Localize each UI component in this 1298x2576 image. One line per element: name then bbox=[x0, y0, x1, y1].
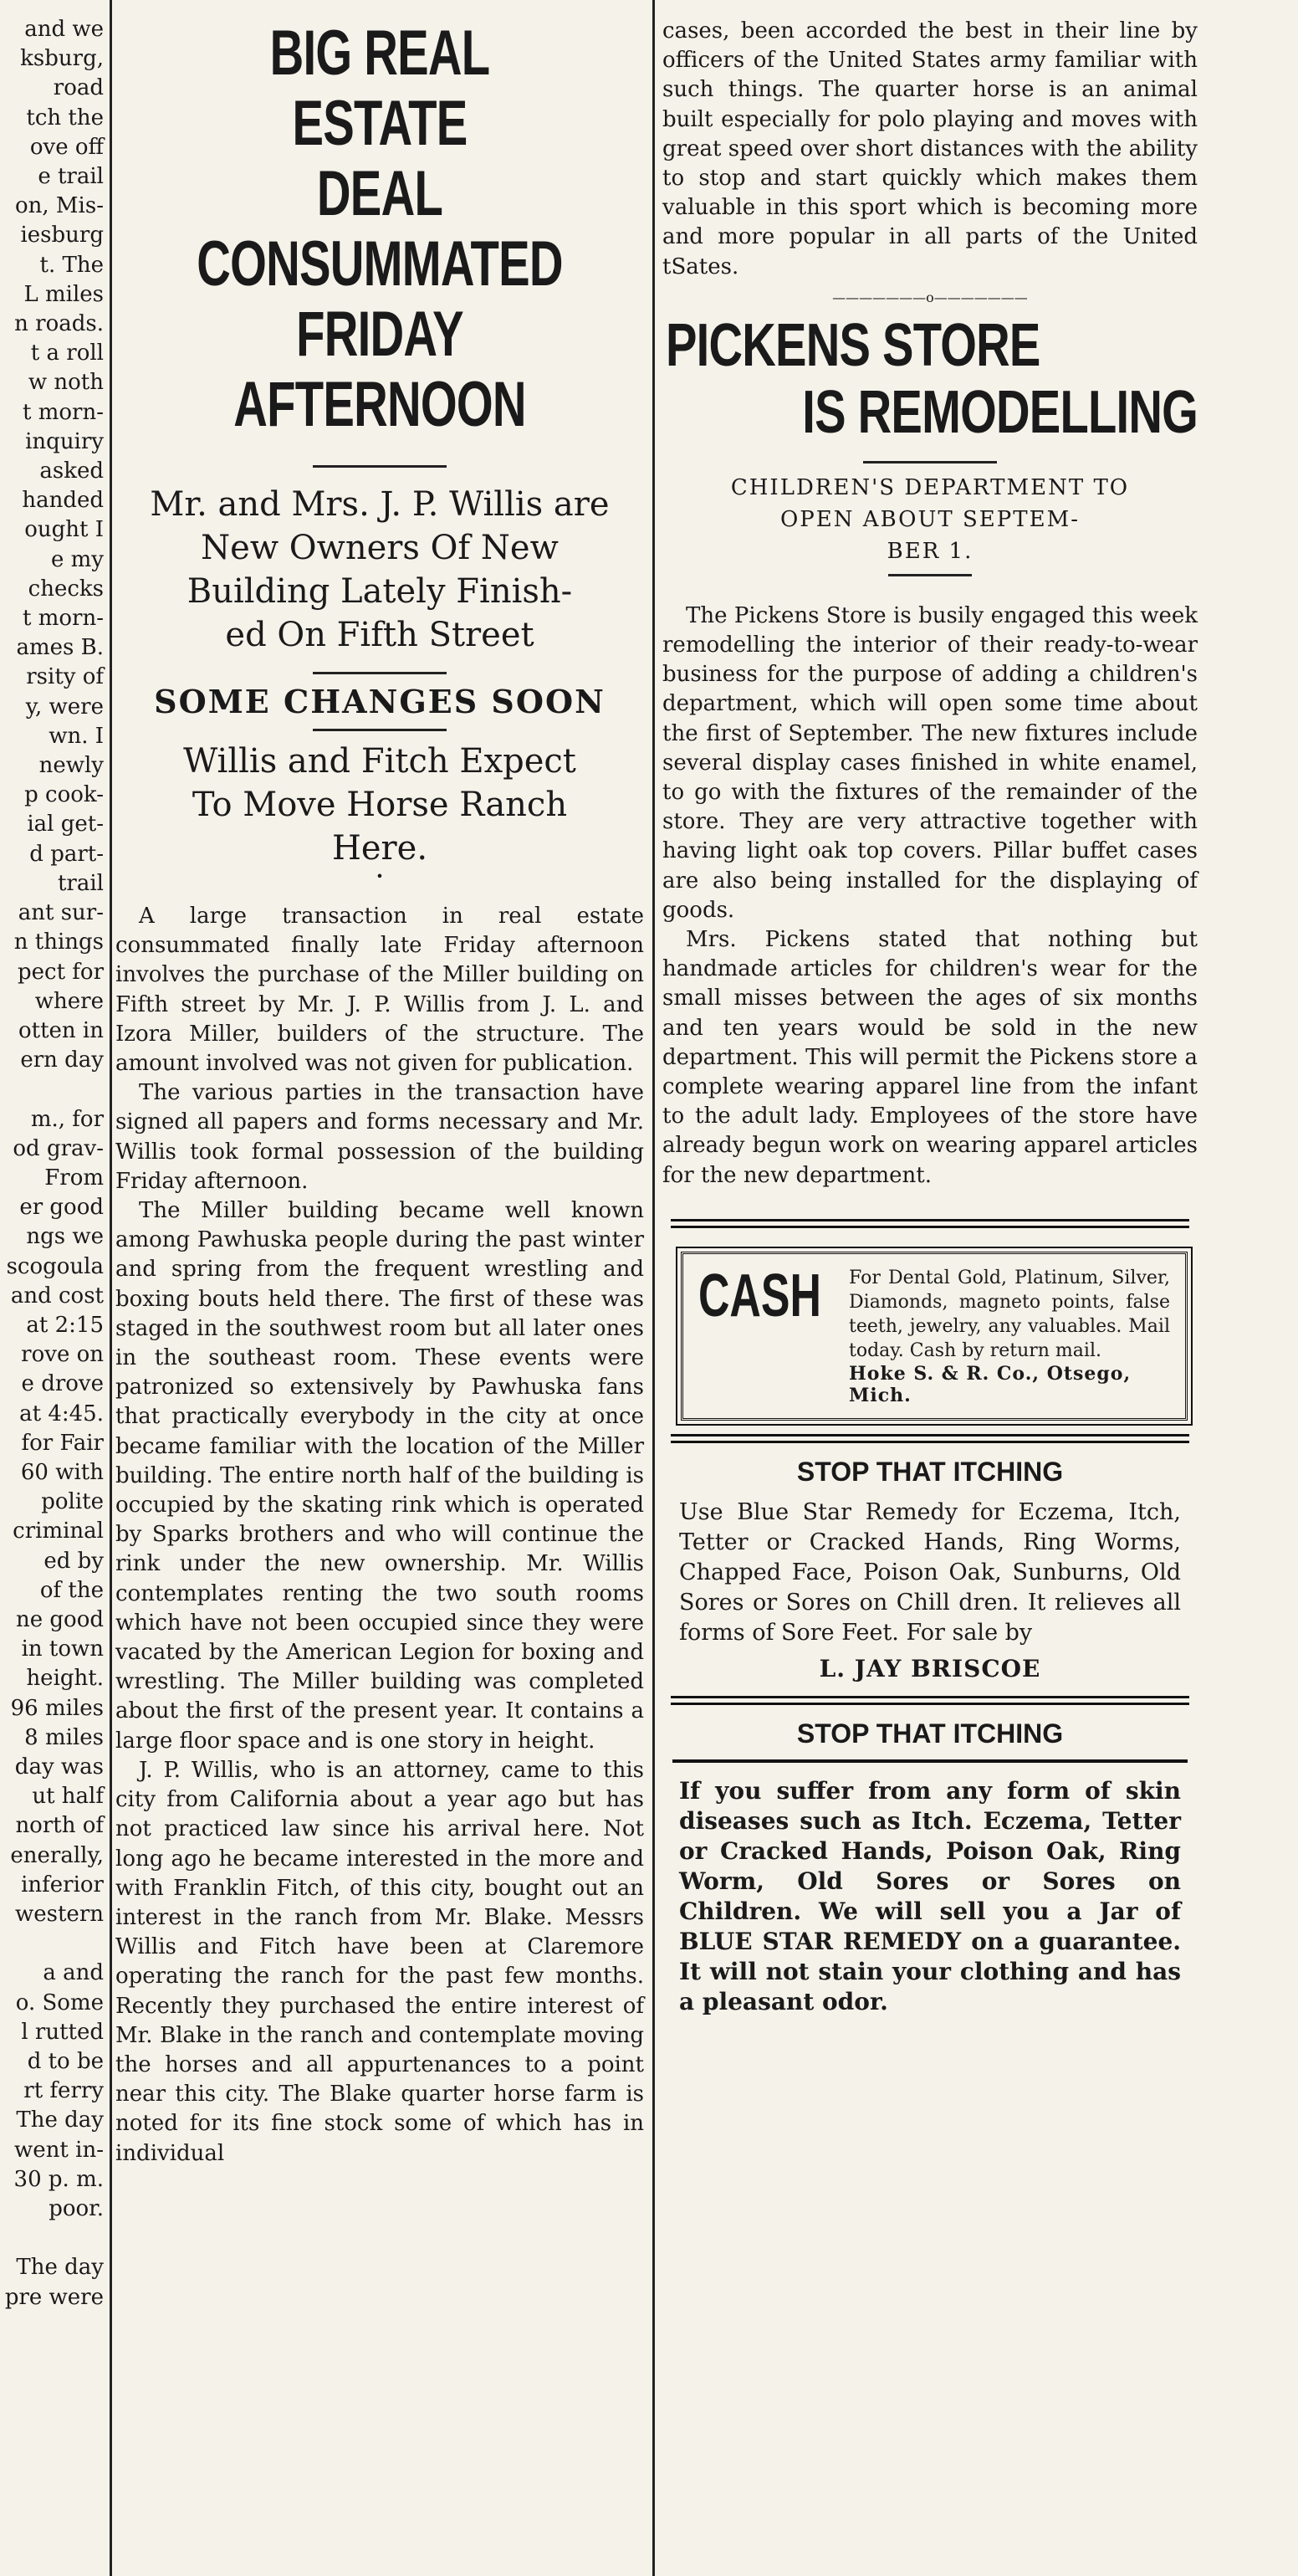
clipped-fragment bbox=[0, 1929, 107, 1959]
clipped-fragment: ial get- bbox=[27, 812, 104, 837]
column-rule-right bbox=[652, 0, 655, 2576]
clipped-fragment: The day bbox=[16, 2255, 104, 2281]
clipped-fragment: handed bbox=[22, 488, 104, 514]
deck2-line: Here. bbox=[331, 829, 428, 868]
clipped-fragment: ed by bbox=[43, 1548, 104, 1574]
clipped-fragment: north of bbox=[15, 1813, 104, 1839]
clipped-fragment: w noth bbox=[28, 370, 104, 396]
body-paragraph: A large transaction in real estate consummated finally late Friday afternoon involves the purchase of the Miller building on Fifth street by Mr. J. P. Willis from J. L. and Izora Miller, builders of the structure. The amount involved was not given for publication. bbox=[115, 904, 644, 1077]
clipped-fragment: 96 miles bbox=[10, 1695, 104, 1721]
deck-line: Building Lately Finish- bbox=[187, 572, 573, 611]
clipped-fragment: height. bbox=[26, 1666, 104, 1692]
clipped-fragment: ern day bbox=[20, 1047, 104, 1073]
ad-head: STOP THAT ITCHING bbox=[796, 1718, 1064, 1749]
subhead-line: BER 1. bbox=[887, 538, 974, 564]
pickens-subhead bbox=[662, 472, 1198, 567]
ad-cash-footer: Hoke S. & R. Co., Otsego, Mich. bbox=[849, 1362, 1132, 1406]
clipped-fragment: asked bbox=[39, 458, 104, 484]
deck2-line: To Move Horse Ranch bbox=[192, 786, 568, 824]
headline-line: IS REMODELLING bbox=[802, 378, 1198, 446]
clipped-fragment: ant sur- bbox=[18, 900, 104, 926]
headline-line: FRIDAY AFTERNOON bbox=[233, 299, 526, 440]
ad-itching-1 bbox=[662, 1457, 1198, 1682]
column-rule-left bbox=[110, 0, 112, 2576]
clipped-fragment: ut half bbox=[32, 1784, 104, 1810]
body-paragraph: Mrs. Pickens stated that nothing but handmade articles for children's wear for the small misses between the ages of six months and ten years would be sold in the new department. This will permit the Pickens store a complete wearing apparel line from the infant to the adult lady. Employees of the store have already begun work on wearing apparel articles for the new department. bbox=[662, 927, 1198, 1188]
clipped-fragment: where bbox=[34, 988, 104, 1014]
clipped-fragment: od grav- bbox=[13, 1135, 104, 1161]
ad-divider bbox=[671, 1434, 1189, 1443]
clipped-fragment: road bbox=[53, 75, 104, 101]
clipped-fragment: pre were bbox=[4, 2284, 104, 2310]
ad-rule bbox=[672, 1759, 1188, 1763]
clipped-fragment: for Fair bbox=[21, 1430, 104, 1456]
clipped-fragment: d to be bbox=[27, 2049, 104, 2075]
clipped-fragment: at 2:15 bbox=[26, 1312, 104, 1338]
clipped-fragment: at 4:45. bbox=[19, 1401, 104, 1426]
clipped-fragment: y, were bbox=[25, 694, 104, 720]
ad-text: If you suffer from any form of skin diseases such as Itch. Eczema, Tetter or Cracked Hands, Poison Oak, Ring Worm, Old Sores or Sores on Children. We will sell you a Jar of BLUE STAR REMEDY on a guarantee. It will not stain your clothing and has a pleasant odor. bbox=[679, 1776, 1181, 2015]
clipped-fragment bbox=[0, 2224, 107, 2253]
clipped-fragment: rsity of bbox=[26, 664, 104, 690]
headline-line: BIG REAL ESTATE bbox=[269, 18, 490, 159]
clipped-fragment: checks bbox=[28, 576, 104, 602]
deck-line: New Owners Of New bbox=[201, 529, 559, 567]
ad-seller: L. JAY BRISCOE bbox=[819, 1654, 1041, 1682]
clipped-fragment: t. The bbox=[39, 252, 104, 278]
deck2 bbox=[115, 740, 644, 870]
clipped-fragment: went in- bbox=[14, 2137, 104, 2163]
clipped-fragment: in town bbox=[21, 1636, 104, 1662]
rule bbox=[313, 729, 447, 731]
clipped-fragment: t morn- bbox=[23, 399, 104, 425]
clipped-fragment bbox=[0, 1075, 107, 1104]
ad-divider bbox=[671, 1696, 1189, 1705]
clipped-fragment: ought I bbox=[24, 517, 104, 543]
clipped-fragment: enerally, bbox=[10, 1842, 104, 1868]
clipped-fragment: inferior bbox=[21, 1872, 104, 1897]
clipped-fragment: ngs we bbox=[26, 1224, 104, 1250]
clipped-fragment: 30 p. m. bbox=[13, 2166, 104, 2192]
deck bbox=[115, 483, 644, 657]
clipped-fragment: ne good bbox=[16, 1606, 104, 1632]
clipped-fragment: western bbox=[15, 1902, 104, 1927]
clipped-fragment: t morn- bbox=[23, 606, 104, 632]
headline-line: PICKENS STORE bbox=[666, 311, 1040, 379]
ad-text: Use Blue Star Remedy for Eczema, Itch, Tetter or Cracked Hands, Ring Worms, Chapped Face, Poison Oak, Sunburns, Old Sores or Sores on Chill dren. It relieves all forms of Sore Feet. For sale by bbox=[679, 1498, 1181, 1646]
subhead-line: CHILDREN'S DEPARTMENT TO bbox=[730, 474, 1130, 500]
subhead-line: OPEN ABOUT SEPTEM- bbox=[779, 506, 1081, 532]
clipped-fragment: d part- bbox=[29, 841, 104, 867]
headline-line: DEAL CONSUMMATED bbox=[197, 158, 563, 300]
clipped-fragment: and cost bbox=[10, 1283, 104, 1308]
ad-itching-2 bbox=[662, 1718, 1198, 2017]
clipped-fragment: ames B. bbox=[16, 635, 104, 661]
clipped-fragment: L miles bbox=[23, 281, 104, 307]
clipped-fragment: n roads. bbox=[14, 311, 104, 337]
clipped-fragment: rt ferry bbox=[23, 2078, 104, 2104]
deck2-line: Willis and Fitch Expect bbox=[183, 742, 576, 781]
clipped-fragment: poor. bbox=[49, 2196, 104, 2222]
clipped-fragment: e my bbox=[51, 546, 104, 572]
clipped-fragment: The day bbox=[16, 2107, 104, 2133]
clipped-fragment: criminal bbox=[13, 1518, 104, 1544]
clipped-fragment: polite bbox=[41, 1489, 104, 1515]
ad-cash-text: For Dental Gold, Platinum, Silver, Diamonds, magneto points, false teeth, jewelry, any valuables. Mail today. Cash by return mail. bbox=[849, 1267, 1170, 1361]
clipped-fragment: e drove bbox=[21, 1371, 104, 1397]
continued-paragraph: cases, been accorded the best in their line by officers of the United States army familiar with such things. The quarter horse is an animal built especially for polo playing and moves with great speed over short distances with the ability to stop and start quickly which makes them valuable in this sport which is becoming more and more popular in all parts of the United tSates. bbox=[662, 18, 1198, 279]
ornament-dot: • bbox=[376, 868, 384, 884]
clipped-fragment: e trail bbox=[38, 164, 104, 190]
clipped-fragment: newly bbox=[38, 753, 104, 779]
clipped-fragment: 60 with bbox=[20, 1459, 104, 1485]
clipped-fragment: ove off bbox=[29, 134, 104, 160]
ad-cash bbox=[681, 1252, 1188, 1421]
clipped-fragment: o. Some bbox=[15, 1990, 104, 2015]
ad-cash-title: CASH bbox=[698, 1262, 821, 1329]
clipped-fragment: ksburg, bbox=[20, 46, 104, 72]
ad-head: STOP THAT ITCHING bbox=[796, 1456, 1064, 1487]
clipped-fragment: From bbox=[44, 1165, 104, 1191]
right-column bbox=[662, 0, 1198, 2017]
clipped-fragment: a and bbox=[43, 1960, 104, 1986]
ornament-rule: ———————o——————— bbox=[832, 289, 1028, 305]
body-paragraph: J. P. Willis, who is an attorney, came to this city from California about a year ago but has not practiced law since his arrival here. Not long ago he became interested in the more and with Franklin Fitch, of this city, bought out an interest in the ranch from Mr. Blake. Messrs Willis and Fitch have been at Claremore operating the ranch for the past few months. Recently they purchased the entire interest of Mr. Blake in the ranch and contemplate moving the horses and all appurtenances to a point near this city. The Blake quarter horse farm is noted for its fine stock some of which has in individual bbox=[115, 1757, 644, 2166]
clipped-fragment: inquiry bbox=[25, 428, 104, 454]
clipped-fragment: otten in bbox=[18, 1017, 104, 1043]
clipped-fragment: tch the bbox=[26, 105, 104, 131]
deck-line: Mr. and Mrs. J. P. Willis are bbox=[150, 485, 610, 524]
clipped-fragment: pect for bbox=[17, 959, 104, 985]
pickens-headline bbox=[662, 312, 1198, 446]
clipped-fragment: scogoula bbox=[6, 1253, 104, 1279]
clipped-fragment: er good bbox=[19, 1195, 104, 1221]
headline bbox=[115, 18, 644, 440]
clipped-fragment: 8 miles bbox=[24, 1724, 104, 1750]
body-paragraph: The various parties in the transaction have signed all papers and forms necessary and Mr. Willis took formal possession of the building Friday afternoon. bbox=[115, 1080, 644, 1194]
clipped-fragment: on, Mis- bbox=[15, 193, 104, 219]
clipped-fragment: wn. I bbox=[49, 723, 104, 749]
clipped-fragment: n things bbox=[13, 930, 104, 955]
section-head: SOME CHANGES SOON bbox=[154, 683, 606, 720]
clipped-fragment: l rutted bbox=[21, 2019, 104, 2045]
clipped-fragment: p cook- bbox=[24, 782, 104, 808]
clipped-fragment: rove on bbox=[21, 1342, 104, 1368]
body-paragraph: The Pickens Store is busily engaged this week remodelling the interior of their ready-to-wear business for the purpose of adding a children's department, which will open some time about the first of September. The new fixtures include several display cases finished in white enamel, to go with the fixtures of the remainder of the store. They are very attractive together with having light oak top covers. Pillar buffet cases are also being installed for the displaying of goods. bbox=[662, 602, 1198, 923]
main-article bbox=[115, 0, 644, 2169]
clipped-fragment: of the bbox=[39, 1577, 104, 1603]
clipped-fragment: iesburg bbox=[20, 223, 104, 248]
rule bbox=[863, 461, 997, 463]
clipped-fragment: m., for bbox=[30, 1106, 104, 1132]
rule bbox=[313, 465, 447, 468]
clipped-fragment: trail bbox=[57, 870, 104, 896]
rule bbox=[888, 574, 972, 576]
deck-line: ed On Fifth Street bbox=[225, 616, 534, 654]
clipped-fragment: day was bbox=[14, 1754, 104, 1780]
rule bbox=[313, 672, 447, 674]
clipped-fragment: t a roll bbox=[30, 341, 104, 366]
clipped-fragment: and we bbox=[24, 17, 104, 42]
ad-divider bbox=[671, 1219, 1189, 1228]
body-paragraph: The Miller building became well known among Pawhuska people during the past winter and spring from the frequent wrestling and boxing bouts held there. The first of these was staged in the southwest room but all later ones in the southeast room. These events were patronized so extensively by Pawhuska fans that practically everybody in the city at once became familiar with the location of the Miller building. The entire north half of the building is occupied by the skating rink which is operated by Sparks brothers and who will continue the rink under the new ownership. Mr. Willis contemplates renting the two south rooms which have not been occupied since they were vacated by the American Legion for boxing and wrestling. The Miller building was completed about the first of the present year. It contains a large floor space and is one story in height. bbox=[115, 1198, 644, 1754]
left-clipped-column bbox=[0, 15, 107, 2312]
